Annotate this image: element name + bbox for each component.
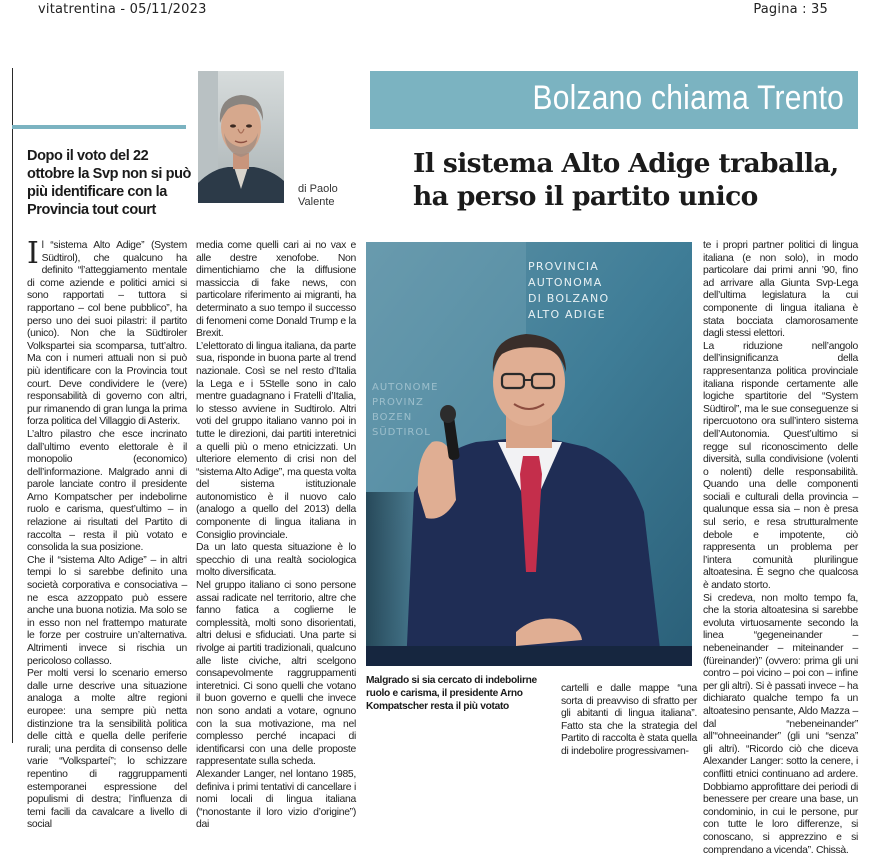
headline-line-2: ha perso il partito unico (413, 181, 758, 212)
paragraph-8: Nel gruppo italiano ci sono persone assai radicate nel territorio, altre che fanno fatica a coglierne le complessità, molti sono disorientati, altri delusi e sfiduciati. Una parte si rivolge ai partiti tradizionali, qualcuno alle liste civiche, altri scelgono consapevolmente raggruppamenti interetnici. Ci sono quelli che votano il buon governo e quelli che invece non sono andati a votare, ognuno con la sua motivazione, ma nel complesso perché incapaci di identificarsi con una delle proposte rappresentate sulla scheda. (196, 580, 356, 768)
paragraph-6: L’elettorato di lingua italiana, da parte sua, risponde in buona parte al trend nazionale. Così se nel resto d’Italia la Lega e i 5Stelle sono in calo mentre guadagnano i Fratelli d’Italia, lo stesso avviene in Sudtirolo. Altri voti del gruppo italiano vanno poi in tutte le direzioni, dai partiti interetnici a quelli più o meno etnicizzati. Un ulteriore elemento di crisi non del “sistema Alto Adige”, ma questa volta del sistema istituzionale autonomistico è il nuovo calo (analogo a quello del 2013) della componente di lingua italiana in Consiglio provinciale. (196, 340, 356, 541)
body-column-2 (196, 240, 356, 831)
author-photo (198, 71, 284, 203)
top-bar-right (370, 125, 858, 129)
headline-line-1: Il sistema Alto Adige traballa, (413, 148, 839, 179)
sign-left-3: BOZEN (372, 412, 413, 423)
sign-left-1: AUTONOME (372, 382, 439, 393)
paragraph-10: cartelli e dalle mappe “una sorta di preavviso di sfratto per gli abitanti di lingua italiana”. Fatto sta che la strategia del Partito di raccolta è stata quella di indebolire progressivamen- (561, 683, 697, 757)
paragraph-12: La riduzione nell’angolo dell’insignificanza della rappresentanza politica provinciale italiana risponde certamente alle logiche spartitorie del “System Südtirol”, ma le sue conseguenze si ripercuotono ora sull’intero sistema dell’Autonomia. Quest’ultimo si regge sul riconoscimento delle diversità, sulla condivisione (volenti o nolenti) delle responsabilità. Quando una delle componenti sociali e culturali della provincia – qualunque essa sia – non è presa sul serio, e resa strutturalmente debole e impotente, ciò rappresenta un problema per l’intera comunità plurilingue altoatesina. È segno che qualcosa è andato storto. (703, 340, 858, 592)
lede: Dopo il voto del 22 ottobre la Svp non si può più identificare con la Provincia tout court (27, 148, 192, 218)
top-bar-left (12, 125, 186, 129)
paragraph-3: Che il “sistema Alto Adige” – in altri tempi lo si sarebbe definito una società corporativa e consociativa – ne esca azzoppato può essere anche una buona notizia. Ma solo se in esso non nel frattempo maturate le forze per costruire un’alternativa. Altrimenti invece si rischia un pericoloso collasso. (27, 554, 187, 667)
sign-line-4: ALTO ADIGE (528, 308, 606, 321)
body-column-1 (27, 236, 187, 831)
paragraph-4: Per molti versi lo scenario emerso dalle urne descrive una situazione analoga a molte altre regioni europee: una sempre più netta distinzione tra la sensibilità politica delle città e quella delle periferie rurali; una perdita di consenso delle varie “Volksparteí”; lo schizzare repentino di raggruppamenti estemporanei espressione del populismi di destra; l’influenza di temi facili da cavalcare a livello di social (27, 668, 187, 831)
article-photo (366, 242, 692, 666)
sign-line-1: PROVINCIA (528, 260, 599, 273)
paragraph-2: L’altro pilastro che esce incrinato dall’ultimo evento elettorale è il monopolio (economico) dell’informazione. Malgrado anni di parole lanciate contro il presidente Arno Kompatscher per indebolirne ruolo e carisma, quest’ultimo – in relazione ai risultati del Partito di raccolta – resta il più votato e consolida la sua posizione. (27, 428, 187, 554)
paragraph-5: media come quelli cari ai no vax e alle destre xenofobe. Non dimentichiamo che la diffusione massiccia di fake news, con particolare riferimento ai migranti, ha determinato a suo tempo il successo di fenomeni come Donald Trump e la Brexit. (196, 240, 356, 340)
page-header (0, 0, 871, 22)
president-photo-image (366, 242, 692, 666)
paragraph-13: Si credeva, non molto tempo fa, che la storia altoatesina si sarebbe evoluta virtuosamente secondo la linea “gegeneinander – nebeneinander – miteinander – (füreinander)” (ovvero: prima gli uni contro – poi vicino – poi con – infine per gli altri). Si è passati invece – ha dichiarato qualche tempo fa un altoatesino pensante, Aldo Mazza – dal “nebeneinander” all’“ohneeinander” (gli uni “senza” gli altri). “Ricordo ciò che diceva Alexander Langer: sotto la cenere, i conflitti etnici continuano ad ardere. Dobbiamo approfittare dei periodi di benessere per creare una base, un condominio, in cui le persone, pur con tutte le loro differenze, si conoscano, si apprezzino e si comprendano a vicenda”. Chissà. (703, 592, 858, 856)
body-column-3 (703, 240, 858, 856)
drop-cap: I (27, 236, 39, 271)
sign-left-2: PROVINZ (372, 397, 424, 408)
photo-caption: Malgrado si sia cercato di indebolirne ruolo e carisma, il presidente Arno Kompatscher resta il più votato (366, 675, 537, 712)
section-banner (370, 71, 858, 125)
byline (298, 183, 338, 209)
sign-left-4: SÜDTIROL (372, 427, 431, 438)
section-title: Bolzano chiama Trento (532, 79, 844, 117)
source-date: vitatrentina - 05/11/2023 (38, 2, 207, 17)
paragraph-7: Da un lato questa situazione è lo specchio di una realtà sociologica molto diversificata. (196, 542, 356, 579)
body-column-under-photo (561, 683, 697, 757)
paragraph-11: te i propri partner politici di lingua italiana (e non solo), in modo particolare dai primi anni ’90, fino ad arrivare alla Giunta Svp-Lega dell’ultima legislatura la cui componente di lingua italiana è stata bocciata clamorosamente dagli stessi elettori. (703, 240, 858, 340)
headline (413, 147, 853, 213)
sign-line-3: DI BOLZANO (528, 292, 610, 305)
sign-line-2: AUTONOMA (528, 276, 603, 289)
author-portrait-image (198, 71, 284, 203)
left-rule (12, 68, 13, 743)
paragraph-1 (27, 236, 187, 429)
paragraph-9: Alexander Langer, nel lontano 1985, definiva i primi tentativi di cancellare i nomi locali di lingua italiana (“nonostante il loro vizio d’origine”) dai (196, 768, 356, 831)
paragraph-1-text: l “sistema Alto Adige” (System Südtirol), che qualcuno ha definito “l’atteggiamento mentale di come aziende e politici amici si sono rapportati – tuttora si rapportano – col bene pubblico”, ha perso uno dei suoi pilastri: il partito (unico). Non che la Südtiroler Volkspartei sia scomparsa, tutt’altro. Ma con i numeri attuali non si può più identificare con la Provincia tout court. Deve condividere le (vere) responsabilità di governo con altri, pur rimanendo di gran lunga la prima forza politica del Villaggio di Asterix. (27, 240, 187, 428)
byline-prefix: di Paolo (298, 183, 338, 195)
page-number: Pagina : 35 (753, 2, 828, 17)
byline-author: Valente (298, 196, 335, 208)
